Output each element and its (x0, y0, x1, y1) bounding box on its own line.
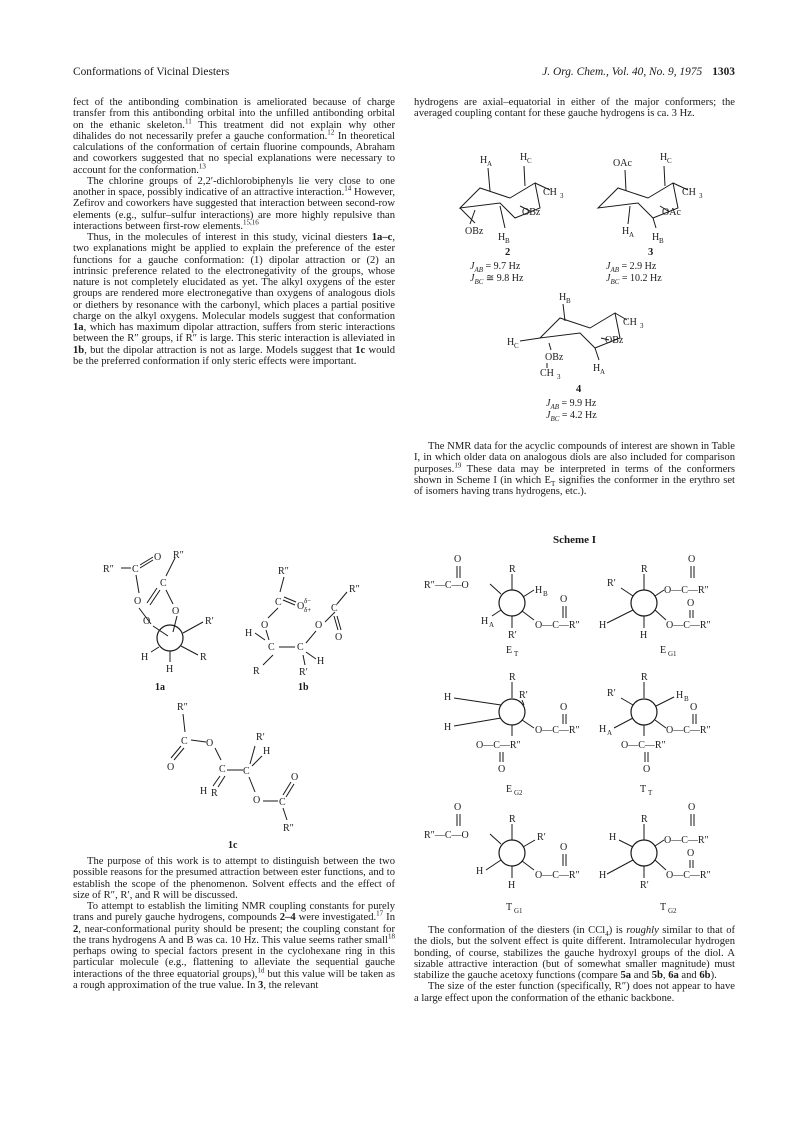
svg-text:C: C (279, 797, 286, 808)
conformer-tt (599, 672, 711, 797)
svg-text:A: A (629, 231, 635, 239)
svg-text:B: B (505, 237, 510, 245)
svg-text:O—C—R″: O—C—R″ (476, 740, 521, 751)
svg-text:H: H (476, 866, 484, 877)
svg-text:R: R (253, 666, 260, 677)
svg-text:T: T (660, 902, 667, 913)
svg-text:R″: R″ (177, 702, 188, 713)
svg-text:δ+: δ+ (304, 606, 312, 614)
svg-text:O: O (143, 616, 151, 627)
svg-text:C: C (297, 642, 304, 653)
coupling-constants-4: $J_{AB} = 9.9$ Hz $J_{BC} = 4.2$ Hz (546, 398, 597, 423)
svg-text:T: T (514, 650, 519, 658)
svg-text:OBz: OBz (465, 226, 484, 237)
svg-text:OAc: OAc (613, 158, 632, 169)
svg-text:R′: R′ (607, 688, 616, 699)
scheme-title: Scheme I (552, 534, 597, 546)
svg-text:R′: R′ (205, 616, 214, 627)
svg-text:R: R (641, 564, 648, 575)
svg-text:O—C—R″: O—C—R″ (535, 620, 580, 631)
running-title: Conformations of Vicinal Diesters (73, 66, 230, 78)
svg-text:O: O (643, 764, 651, 775)
svg-text:O: O (560, 702, 568, 713)
conformer-eg2 (444, 672, 580, 797)
svg-text:R: R (200, 652, 207, 663)
svg-text:R″: R″ (173, 550, 184, 561)
paragraph: The conformation of the diesters (in CCl$_4$) is roughly similar to that of the diols, but the solvent effect is quite different. Intramolecular hydrogen bonding, of course, stabilizes the gauche hydroxyl groups of the diol. A sizable attractive interaction (but of somewhat smaller magnitude) must stabilize the gauche acetoxy functions (compare 5a and 5b, 6a and 6b). (414, 925, 736, 981)
svg-text:R: R (641, 814, 648, 825)
svg-text:R″: R″ (278, 566, 289, 577)
svg-text:CH: CH (682, 187, 696, 198)
svg-text:C: C (181, 736, 188, 747)
svg-text:3: 3 (640, 322, 644, 330)
svg-text:OBz: OBz (545, 352, 564, 363)
svg-text:O: O (315, 620, 323, 631)
svg-text:R″: R″ (103, 564, 114, 575)
conformer-tg2 (599, 802, 711, 915)
svg-text:H: H (599, 724, 607, 735)
svg-text:3: 3 (557, 373, 561, 381)
svg-text:O: O (690, 702, 698, 713)
svg-text:CH: CH (543, 187, 557, 198)
svg-text:C: C (275, 597, 282, 608)
svg-text:R′: R′ (256, 732, 265, 743)
svg-text:O: O (687, 848, 695, 859)
svg-text:C: C (331, 603, 338, 614)
svg-text:C: C (219, 764, 226, 775)
svg-text:R: R (211, 788, 218, 799)
svg-text:H: H (166, 664, 174, 675)
svg-text:O—C—R″: O—C—R″ (535, 870, 580, 881)
svg-text:C: C (514, 342, 519, 350)
svg-text:R′: R′ (607, 578, 616, 589)
figure-compound-4 (505, 288, 685, 380)
conformer-et (424, 554, 580, 658)
svg-text:O: O (261, 620, 269, 631)
svg-text:H: H (609, 832, 617, 843)
right-column-top (414, 97, 735, 120)
structure-2 (460, 152, 564, 245)
conformer-eg1 (599, 554, 711, 658)
svg-text:O: O (134, 596, 142, 607)
svg-text:H: H (200, 786, 208, 797)
svg-text:H: H (652, 232, 660, 243)
svg-text:O: O (454, 802, 462, 813)
label-1b: 1b (298, 682, 309, 693)
paragraph: The chlorine groups of 2,2′-dichlorobiphenyls lie very close to one another in space, possibly indicative of an attractive interaction.$^{14}$ However, Zefirov and coworkers have suggested that interaction between second-row elements (e.g., sulfur–sulfur interactions) are more highly repulsive than interactions between first-row elements.$^{15,16}$ (73, 175, 395, 232)
svg-text:OAc: OAc (662, 207, 681, 218)
paragraph: fect of the antibonding combination is ameliorated because of charge transfer from this antibonding orbital into the unfilled antibonding orbital on the ethanic skeleton.$^{11}$ This treatment did not explain why other dihalides do not necessarily prefer a gauche conformation.$^{12}$ In theoretical calculations of the conformation of certain fluorine compounds, Abraham and coworkers suggested that no special explanations were necessary to account for the conformation.$^{13}$ (73, 97, 395, 176)
label-1c: 1c (228, 840, 238, 851)
svg-text:B: B (566, 297, 571, 305)
svg-text:O: O (687, 598, 695, 609)
svg-text:H: H (444, 722, 452, 733)
page-number: 1303 (712, 66, 735, 78)
svg-text:O—C—R″: O—C—R″ (664, 585, 709, 596)
svg-text:H: H (245, 628, 253, 639)
figure-compounds-2-3 (440, 148, 730, 258)
journal-citation: J. Org. Chem., Vol. 40, No. 9, 1975 1303 (542, 66, 735, 78)
svg-text:T: T (648, 789, 653, 797)
svg-text:O—C—R″: O—C—R″ (664, 835, 709, 846)
svg-text:H: H (444, 692, 452, 703)
svg-text:G1: G1 (668, 650, 677, 658)
paragraph: hydrogens are axial–equatorial in either of the major conformers; the averaged coupling contant for these gauche hydrogens is ca. 3 Hz. (414, 97, 735, 120)
label-1a: 1a (155, 682, 165, 693)
svg-text:R′: R′ (640, 880, 649, 891)
svg-text:A: A (600, 368, 606, 376)
svg-text:O: O (167, 762, 175, 773)
svg-text:R′: R′ (519, 690, 528, 701)
svg-text:CH: CH (540, 368, 554, 379)
svg-text:O: O (688, 554, 696, 565)
svg-text:O: O (206, 738, 214, 749)
right-column-bottom (414, 925, 735, 1004)
svg-text:H: H (622, 226, 630, 237)
svg-text:CH: CH (623, 317, 637, 328)
svg-text:H: H (263, 746, 271, 757)
page-header (73, 66, 735, 82)
svg-text:R″: R″ (283, 823, 294, 834)
svg-text:O—C—R″: O—C—R″ (535, 725, 580, 736)
svg-text:H: H (520, 152, 528, 163)
svg-text:T: T (506, 902, 513, 913)
svg-text:δ−: δ− (304, 597, 312, 605)
paragraph: Thus, in the molecules of interest in this study, vicinal diesters 1a–c, two explanations might be applied to explain the preference of the ester functions for a gauche conformation: (1) dipolar attraction or (2) an intrinsic preference related to the electronegativity of the groups, whose nature is not completely elucidated as yet. The alkyl oxygens of the ester groups are rendered more electronegative than oxygens of analogous diols or diethers by resonance with the carbonyl, which places a partial positive charge on the alkyl oxygens. Molecular models suggest that conformation 1a, which has maximum dipolar attraction, suffers from steric interactions between the R″ groups, if R″ is large. This steric interaction is alleviated in 1b, but the dipolar attraction is not as large. Models suggest that 1c would be the preferred conformation if only steric effects were important. (73, 232, 396, 367)
svg-text:3: 3 (560, 192, 564, 200)
svg-text:H: H (480, 155, 488, 166)
structure-1b (245, 566, 360, 693)
structure-1a (103, 550, 214, 693)
svg-text:C: C (132, 564, 139, 575)
svg-text:H: H (599, 870, 607, 881)
conformer-tg1 (424, 802, 580, 915)
svg-text:O: O (172, 606, 180, 617)
svg-text:OBz: OBz (605, 335, 624, 346)
svg-text:E: E (506, 784, 513, 795)
svg-text:O—C—R″: O—C—R″ (666, 725, 711, 736)
svg-text:H: H (507, 337, 515, 348)
svg-text:R′: R′ (537, 832, 546, 843)
svg-text:C: C (160, 578, 167, 589)
svg-text:O—C—R″: O—C—R″ (666, 870, 711, 881)
label-4: 4 (576, 384, 582, 395)
label-3: 3 (648, 247, 654, 258)
svg-text:H: H (599, 620, 607, 631)
paragraph: To attempt to establish the limiting NMR coupling constants for purely trans and purely gauche hydrogens, compounds 2–4 were investigated.$^{17}$ In 2, near-conformational purity should be present; the coupling constant for the trans hydrogens A and B was ca. 10 Hz. This value seems rather small$^{18}$ perhaps owing to special factors present in the cyclohexane ring in this particular molecule (e.g., flattening to alleviate the sequential gauche interactions of the three equatorial groups),$^{1d}$ but this value will be taken as a rough approximation of the true value. In 3, the relevant (73, 901, 395, 991)
svg-text:H: H (498, 232, 506, 243)
svg-text:O—C—R″: O—C—R″ (666, 620, 711, 631)
svg-text:O: O (688, 802, 696, 813)
svg-text:R′: R′ (299, 667, 308, 678)
svg-text:T: T (640, 784, 647, 795)
svg-text:R: R (509, 564, 516, 575)
svg-text:R: R (509, 814, 516, 825)
svg-text:O: O (297, 601, 305, 612)
svg-text:O—C—R″: O—C—R″ (621, 740, 666, 751)
coupling-constants-2: $J_{AB} = 9.7$ Hz $J_{BC}$ ≅ 9.8 Hz (470, 261, 524, 286)
svg-text:H: H (593, 363, 601, 374)
svg-text:H: H (481, 616, 489, 627)
svg-text:H: H (559, 292, 567, 303)
svg-text:B: B (659, 237, 664, 245)
svg-text:R: R (641, 672, 648, 683)
scheme-1-newman-projections (414, 548, 735, 918)
svg-text:O: O (253, 795, 261, 806)
svg-text:H: H (676, 690, 684, 701)
left-column-top (73, 97, 395, 367)
paragraph: The NMR data for the acyclic compounds of interest are shown in Table I, in which older data on analogous diols are also included for comparison purposes.$^{19}$ These data may be interpreted in terms of the conformers shown in Scheme I (in which $E_T$ signifies the conformer in the erythro set of isomers having trans hydrogens, etc.). (414, 441, 735, 497)
svg-text:R″—C—O: R″—C—O (424, 830, 469, 841)
svg-text:O: O (291, 772, 299, 783)
svg-text:H: H (535, 585, 543, 596)
svg-text:H: H (141, 652, 149, 663)
svg-text:G2: G2 (514, 789, 523, 797)
svg-text:A: A (607, 729, 613, 737)
svg-text:O: O (454, 554, 462, 565)
svg-text:O: O (498, 764, 506, 775)
svg-text:A: A (487, 160, 493, 168)
svg-text:3: 3 (699, 192, 703, 200)
svg-text:C: C (527, 157, 532, 165)
right-column-mid (414, 441, 735, 497)
svg-text:C: C (243, 766, 250, 777)
svg-text:R″: R″ (349, 584, 360, 595)
svg-text:OBz: OBz (522, 207, 541, 218)
svg-text:O: O (560, 594, 568, 605)
svg-text:H: H (660, 152, 668, 163)
paragraph: The purpose of this work is to attempt to distinguish between the two possible reasons for the presumed attraction between ester functions, and to establish the scope of the phenomenon. Solvent effects and the effect of size of R″, R′, and R will be discussed. (73, 856, 395, 901)
svg-text:G1: G1 (514, 907, 523, 915)
svg-text:R: R (509, 672, 516, 683)
svg-text:B: B (543, 590, 548, 598)
svg-text:O: O (560, 842, 568, 853)
svg-text:R′: R′ (508, 630, 517, 641)
structure-3 (598, 152, 703, 245)
svg-text:G2: G2 (668, 907, 677, 915)
coupling-constants-3: $J_{AB} = 2.9$ Hz $J_{BC} = 10.2$ Hz (606, 261, 662, 286)
svg-text:B: B (684, 695, 689, 703)
svg-text:E: E (660, 645, 667, 656)
figure-1c (73, 700, 395, 850)
figure-1a-1b (73, 548, 395, 698)
paragraph: The size of the ester function (specifically, R″) does not appear to have a large effect upon the conformation of the ethanic backbone. (414, 981, 735, 1004)
svg-text:C: C (667, 157, 672, 165)
svg-text:E: E (506, 645, 513, 656)
svg-text:H: H (508, 880, 516, 891)
svg-text:O: O (154, 552, 162, 563)
svg-text:H: H (640, 630, 648, 641)
left-column-bottom (73, 856, 395, 991)
label-2: 2 (505, 247, 511, 258)
svg-text:C: C (268, 642, 275, 653)
svg-text:O: O (335, 632, 343, 643)
svg-text:R″—C—O: R″—C—O (424, 580, 469, 591)
svg-text:A: A (489, 621, 495, 629)
svg-text:H: H (317, 656, 325, 667)
